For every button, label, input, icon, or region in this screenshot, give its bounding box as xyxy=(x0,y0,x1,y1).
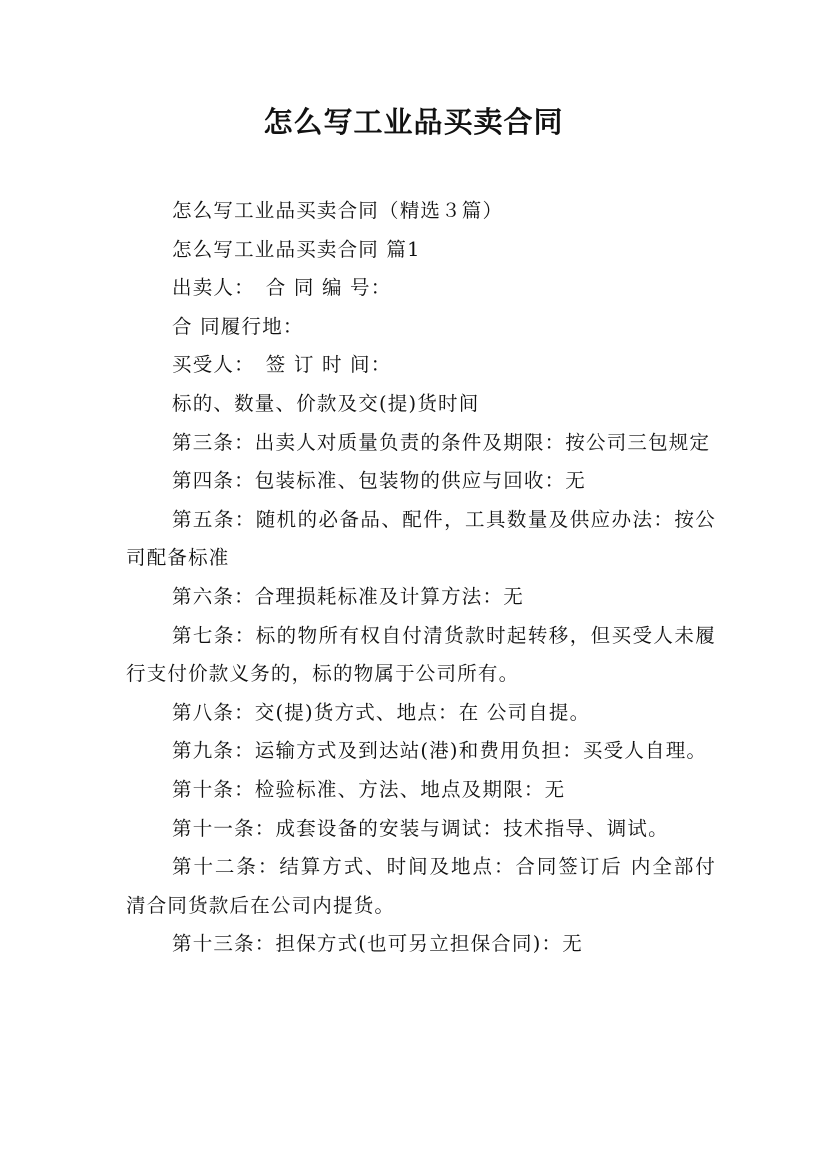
paragraph-article-13: 第十三条：担保方式(也可另立担保合同)：无 xyxy=(172,932,583,956)
paragraph-article-4: 第四条：包装标准、包装物的供应与回收：无 xyxy=(172,469,587,493)
paragraph-article-5: 第五条：随机的必备品、配件，工具数量及供应办法：按公司配备标准 xyxy=(126,507,716,570)
paragraph-place: 合 同履行地： xyxy=(172,314,304,338)
document-body xyxy=(126,192,716,964)
paragraph-section-heading: 怎么写工业品买卖合同 篇1 xyxy=(172,237,421,261)
document-title: 怎么写工业品买卖合同 xyxy=(263,105,564,139)
paragraph-seller: 出卖人： 合 同 编 号： xyxy=(172,276,392,300)
paragraph-article-3: 第三条：出卖人对质量负责的条件及期限：按公司三包规定 xyxy=(172,430,711,454)
paragraph-article-6: 第六条：合理损耗标准及计算方法：无 xyxy=(172,584,524,608)
paragraph-subject: 标的、数量、价款及交(提)货时间 xyxy=(172,391,480,415)
paragraph-subtitle: 怎么写工业品买卖合同（精选３篇） xyxy=(172,199,504,222)
paragraph-article-7: 第七条：标的物所有权自付清货款时起转移，但买受人未履行支付价款义务的，标的物属于公司所有。 xyxy=(126,623,716,686)
paragraph-buyer: 买受人： 签 订 时 间： xyxy=(172,353,392,377)
paragraph-article-10: 第十条：检验标准、方法、地点及期限：无 xyxy=(172,777,566,801)
paragraph-article-9: 第九条：运输方式及到达站(港)和费用负担：买受人自理。 xyxy=(172,739,708,763)
paragraph-article-12: 第十二条：结算方式、时间及地点：合同签订后 内全部付清合同货款后在公司内提货。 xyxy=(126,855,716,917)
paragraph-article-11: 第十一条：成套设备的安装与调试：技术指导、调试。 xyxy=(172,816,669,840)
paragraph-article-8: 第八条：交(提)货方式、地点：在 公司自提。 xyxy=(172,700,591,724)
